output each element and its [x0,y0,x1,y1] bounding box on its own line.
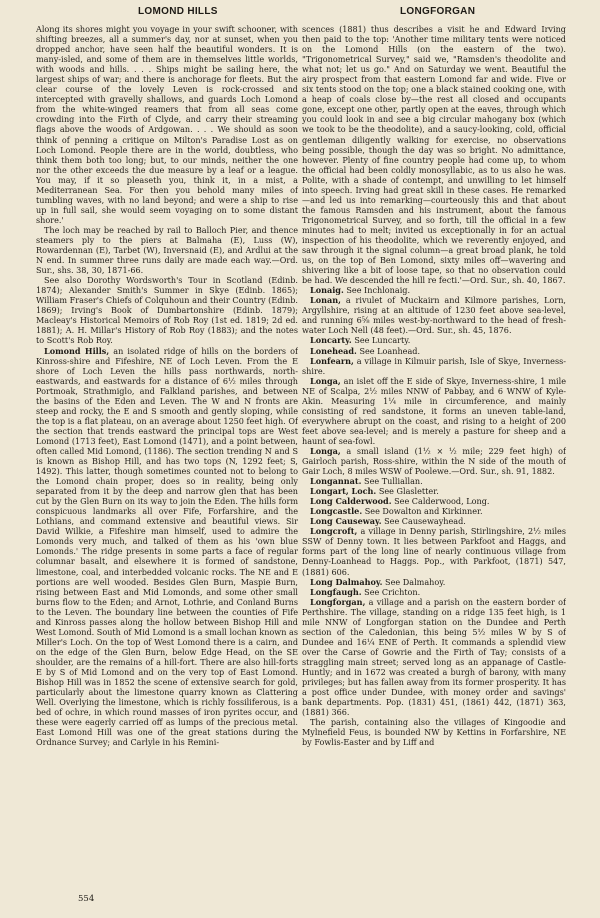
paragraph [36,225,298,275]
entry-text: See Glasletter. [376,486,439,497]
running-head-right: LONGFORGAN [400,6,476,17]
gazetteer-entry [302,526,566,576]
paragraph [302,24,566,285]
entry-text: a village in Denny parish, Stirlingshire, 2½ miles SSW of Denny town. It lies between Parkfoot and Haggs, and forms part of the long line of nearly continuous village from Denny-Loanhead to Haggs. Pop., with Parkfoot, (1871) 547, (1881) 606. [302,526,566,577]
gazetteer-entry [302,486,566,496]
entry-text: See Causewayhead. [381,516,466,527]
gazetteer-entry [302,356,566,376]
entry-headword: Long Causeway. [310,516,382,527]
running-head-left: LOMOND HILLS [138,6,218,17]
right-column [302,24,566,890]
entry-text: See also Dorothy Wordsworth's Tour in Scotland (Edinb. 1874); Alexander Smith's Summer in Skye (Edinb. 1865); William Fraser's Chiefs of Colquhoun and their Country (Edinb. 1869); Irving's Book of Dumbartonshire (Edinb. 1879); Macleay's Historical Memoirs of Rob Roy (1st ed. 1819; 2d ed. 1881); A. H. Millar's History of Rob Roy (1883); and the notes to Scott's Rob Roy. [36,275,298,346]
gazetteer-entry [302,587,566,597]
entry-headword: Lomond Hills, [44,345,110,356]
gazetteer-entry [302,446,566,476]
entry-headword: Longart, Loch. [310,486,377,497]
entry-headword: Lonan, [310,295,341,306]
gazetteer-entry [302,597,566,718]
gazetteer-entry [302,577,566,587]
page-number: 554 [78,894,95,904]
entry-headword: Longannat. [310,476,362,487]
running-head [0,6,600,22]
entry-headword: Longcastle. [310,506,363,517]
gazetteer-entry [302,516,566,526]
entry-headword: Longfaugh. [310,586,362,597]
entry-text: a village in Kilmuir parish, Isle of Skye, Inverness-shire. [302,355,566,376]
entry-text: a village and a parish on the eastern border of Perthshire. The village, standing on a ridge 135 feet high, is 1 mile NNW of Longforgan station on the Dundee and Perth section of the Caledonian, this being 5½ miles W by S of Dundee and 16¼ ENE of Perth. It commands a splendid view over the Carse of Gowrie and the Firth of Tay; consists of a straggling main street; served long as an appanage of Castle-Huntly; and in 1672 was created a burgh of barony, with many privileges; but has fallen away from its former prosperity. It has a post office under Dundee, with money order and savings' bank departments. Pop. (1831) 451, (1861) 442, (1871) 363, (1881) 366. [302,596,566,718]
entry-text: See Dowalton and Kirkinner. [362,506,483,517]
gazetteer-entry [302,295,566,335]
entry-text: an islet off the E side of Skye, Inverness-shire, 1 mile NE of Scalpa, 2½ miles NNW of Pabbay, and 6 WNW of Kyle-Akin. Measuring 1¼ mile in circumference, and mainly consisting of red sandstone, it forms an uneven table-land, everywhere abrupt on the coast, and rising to a height of 200 feet above sea-level; and is merely a pasture for sheep and a haunt of sea-fowl. [302,375,566,446]
entry-text: See Luncarty. [351,335,411,346]
entry-text: See Dalmahoy. [382,576,446,587]
left-column [36,24,298,890]
entry-headword: Longa, [310,445,341,456]
entry-text: See Crichton. [361,586,421,597]
gazetteer-entry [302,285,566,295]
entry-text: See Loanhead. [356,345,421,356]
entry-text: a rivulet of Muckairn and Kilmore parishes, Lorn, Argyllshire, rising at an altitude of 1230 feet above sea-level, and running 6⅝ miles west-by-northward to the head of fresh-water Loch Nell (48 feet).—Ord. Sur., sh. 45, 1876. [302,295,566,336]
entry-text: scences (1881) thus describes a visit he and Edward Irving then paid to the top: 'Another time military tents were noticed on the Lomond Hills (on the eastern of the two). "Trigonometrical Survey," said we, "Ramsden's theodolite and what not; let us go." And on Saturday we went. Beautiful the airy prospect from that eastern Lomond far and wide. Five or six tents stood on the top; one a black stained cooking one, with a heap of coals close by—the rest all closed and occupants gone, except one other, partly open at the eaves, through which you could look in and see a big circular mahogany box (which we took to be the theodolite), and a saucy-looking, cold, official gentleman diligently walking for exercise, no observations being possible, though the day was so bright. No admittance, however. Plenty of fine country people had come up, to whom the official had been coldly monosyllabic, as to us also he was. Polite, with a shade of contempt, and unwilling to let himself into speech. Irving had great skill in these cases. He remarked—and led us into remarking—courteously this and that about the famous Ramsden and his instrument, about the famous Trigonometrical Survey, and so forth, till the official in a few minutes had to melt; invited us exceptionally in for an actual inspection of his theodolite, which we reverently enjoyed, and saw through it the signal column—a great broad plank, he told us, on the top of Ben Lomond, sixty miles off—wavering and shivering like a bit of loose tape, so that no observation could be had. We descended the hill re fecti.'—Ord. Sur., sh. 40, 1867. [302,24,566,286]
paragraph [36,275,298,345]
gazetteer-entry [302,376,566,446]
entry-text: a small island (1½ × ½ mile; 229 feet high) of Gairloch parish, Ross-shire, within the N side of the mouth of Gair Loch, 8 miles WSW of Poolewe.—Ord. Sur., sh. 91, 1882. [302,445,566,477]
paragraph [36,24,298,225]
gazetteer-entry [302,346,566,356]
gazetteer-entry [302,335,566,345]
entry-text: an isolated ridge of hills on the borders of Kinross-shire and Fifeshire, NE of Loch Leven. From the E shore of Loch Leven the hills pass northwards, north-eastwards, and eastwards for a distance of 6½ miles through Portmoak, Strathmiglo, and Falkland parishes, and between the basins of the Eden and Leven. The W and N fronts are steep and rocky, the E and S smooth and gently sloping, while the top is a flat plateau, on an average about 1250 feet high. Of the section that trends eastward the principal tops are West Lomond (1713 feet), East Lomond (1471), and a point between, often called Mid Lomond, (1186). The section trending N and S is known as Bishop Hill, and has two tops (N, 1292 feet; S, 1492). This latter, though sometimes counted not to belong to the Lomond chain proper, does so in reality, being only separated from it by the deep and narrow glen that has been cut by the Glen Burn on its way to join the Eden. The hills form conspicuous landmarks all over Fife, Forfarshire, and the Lothians, and command extensive and beautiful views. Sir David Wilkie, a Fifeshire man himself, used to admire the Lomonds very much, and talked of them as his 'own blue Lomonds.' The ridge presents in some parts a face of regular columnar basalt, and elsewhere it is formed of sandstone, limestone, coal, and interbedded volcanic rocks. The NE and E portions are well wooded. Besides Glen Burn, Maspie Burn, rising between East and Mid Lomonds, and some other small burns flow to the Eden; and Arnot, Lothrie, and Conland Burns to the Leven. The boundary line between the counties of Fife and Kinross passes along the hollow between Bishop Hill and West Lomond. South of Mid Lomond is a small lochan known as Miller's Loch. On the top of West Lomond there is a cairn, and on the edge of the Glen Burn, below Edge Head, on the SE shoulder, are the remains of a hill-fort. There are also hill-forts E by S of Mid Lomond and on the very top of East Lomond. Bishop Hill was in 1852 the scene of extensive search for gold, particularly about the limestone quarry known as Clattering Well. Overlying the limestone, which is richly fossiliferous, is a bed of ochre, in which round masses of iron pyrites occur, and these were eagerly carried off as lumps of the precious metal. East Lomond Hill was one of the great stations during the Ordnance Survey; and Carlyle in his Remini- [36,345,298,748]
entry-text: See Calderwood, Long. [391,496,490,507]
entry-headword: Lonfearn, [310,355,354,366]
gazetteer-entry [302,506,566,516]
entry-headword: Long Calderwood. [310,496,392,507]
entry-headword: Long Dalmahoy. [310,576,383,587]
entry-text: The parish, containing also the villages of Kingoodie and Mylnefield Feus, is bounded NW by Kettins in Forfarshire, NE by Fowlis-Easter and by Liff and [302,717,566,748]
entry-headword: Longforgan, [310,596,366,607]
gazetteer-entry [36,346,298,748]
entry-headword: Lonaig. [310,285,344,296]
entry-text: Along its shores might you voyage in your swift schooner, with shifting breezes, all a summer's day, nor at sunset, when you dropped anchor, have seen half the beautiful wonders. It is many-isled, and some of them are in themselves little worlds, with woods and hills. . . . Ships might be sailing here, the largest ships of war; and there is anchorage for fleets. But the clear course of the lovely Leven is rock-crossed and intercepted with gravelly shallows, and guards Loch Lomond from the white-winged reamers that from all seas come crowding into the Firth of Clyde, and carry their streaming flags above the woods of Ardgowan. . . . We should as soon think of penning a critique on Milton's Paradise Lost as on Loch Lomond. People there are in the world, doubtless, who think them both too long; but, to our minds, neither the one nor the other exceeds the due measure by a leaf or a league. You may, if it so pleaseth you, think it, in a mist, a Mediterranean Sea. For then you behold many miles of tumbling waves, with no land beyond; and were a ship to rise up in full sail, she would seem voyaging on to some distant shore.' [36,24,298,225]
entry-headword: Lonehead. [310,345,357,356]
paragraph [302,717,566,747]
entry-text: See Inchlonaig. [343,285,411,296]
entry-headword: Longcroft, [310,526,358,537]
entry-text: The loch may be reached by rail to Balloch Pier, and thence steamers ply to the piers at Balmaha (E), Luss (W), Rowardennan (E), Tarbet (W), Inversnaid (E), and Ardlui at the N end. In summer three runs daily are made each way.—Ord. Sur., shs. 38, 30, 1871-66. [36,224,298,276]
gazetteer-entry [302,496,566,506]
entry-text: See Tulliallan. [361,476,423,487]
entry-headword: Longa, [310,375,341,386]
entry-headword: Loncarty. [310,335,352,346]
gazetteer-entry [302,476,566,486]
